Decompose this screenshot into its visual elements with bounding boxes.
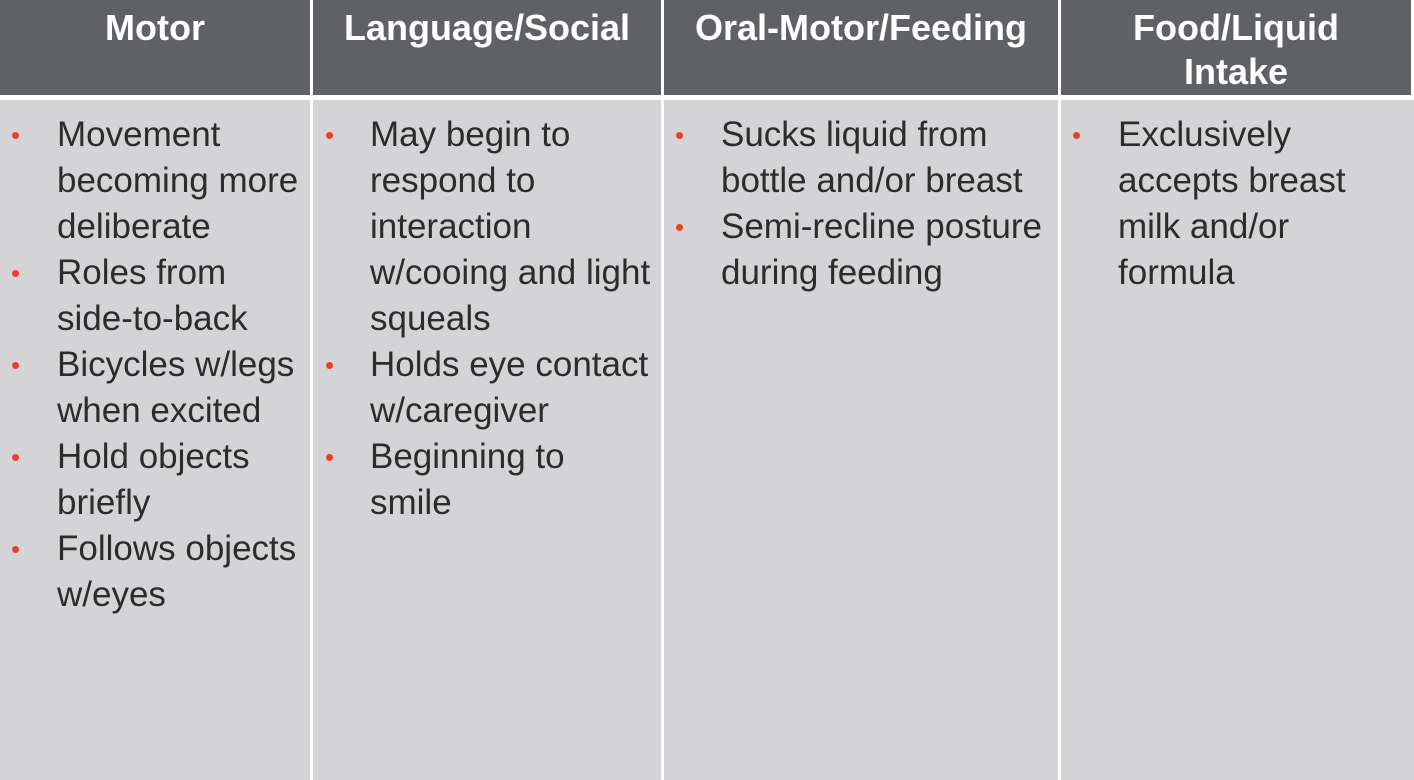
header-motor: Motor (0, 0, 313, 100)
list-item-text: Bicycles w/legs when excited (57, 345, 295, 430)
bullet-icon: • (325, 350, 335, 380)
list-item (313, 342, 661, 434)
bullet-icon: • (11, 258, 21, 288)
language-social-list (313, 112, 661, 526)
list-item (664, 112, 1058, 204)
bullet-icon: • (675, 212, 685, 242)
list-item-text: Holds eye contact w/caregiver (370, 345, 649, 430)
bullet-icon: • (1072, 120, 1082, 150)
list-item (0, 250, 310, 342)
food-liquid-intake-list (1061, 112, 1414, 296)
list-item (0, 342, 310, 434)
bullet-icon: • (675, 120, 685, 150)
list-item-text: Beginning to smile (370, 437, 565, 522)
list-item (313, 112, 661, 342)
list-item-text: Sucks liquid from bottle and/or breast (721, 115, 1023, 200)
list-item-text: Hold objects briefly (57, 437, 250, 522)
bullet-icon: • (11, 350, 21, 380)
column-language-social (313, 100, 664, 780)
header-food-liquid-intake: Food/Liquid Intake (1061, 0, 1414, 100)
list-item (0, 526, 310, 618)
header-language-social: Language/Social (313, 0, 664, 100)
list-item-text: Follows objects w/eyes (57, 529, 297, 614)
column-motor (0, 100, 313, 780)
list-item-text: Semi-recline posture during feeding (721, 207, 1042, 292)
list-item (0, 112, 310, 250)
list-item (313, 434, 661, 526)
bullet-icon: • (11, 120, 21, 150)
bullet-icon: • (325, 442, 335, 472)
list-item-text: Movement becoming more deliberate (57, 115, 299, 246)
list-item (0, 434, 310, 526)
column-food-liquid-intake (1061, 100, 1414, 780)
oral-motor-feeding-list (664, 112, 1058, 296)
list-item-text: Exclusively accepts breast milk and/or formula (1118, 115, 1346, 292)
list-item-text: Roles from side-to-back (57, 253, 248, 338)
list-item (1061, 112, 1414, 296)
list-item (664, 204, 1058, 296)
list-item-text: May begin to respond to interaction w/cooing and light squeals (370, 115, 651, 338)
header-oral-motor-feeding: Oral-Motor/Feeding (664, 0, 1061, 100)
bullet-icon: • (325, 120, 335, 150)
bullet-icon: • (11, 442, 21, 472)
bullet-icon: • (11, 534, 21, 564)
motor-list (0, 112, 310, 618)
column-oral-motor-feeding (664, 100, 1061, 780)
